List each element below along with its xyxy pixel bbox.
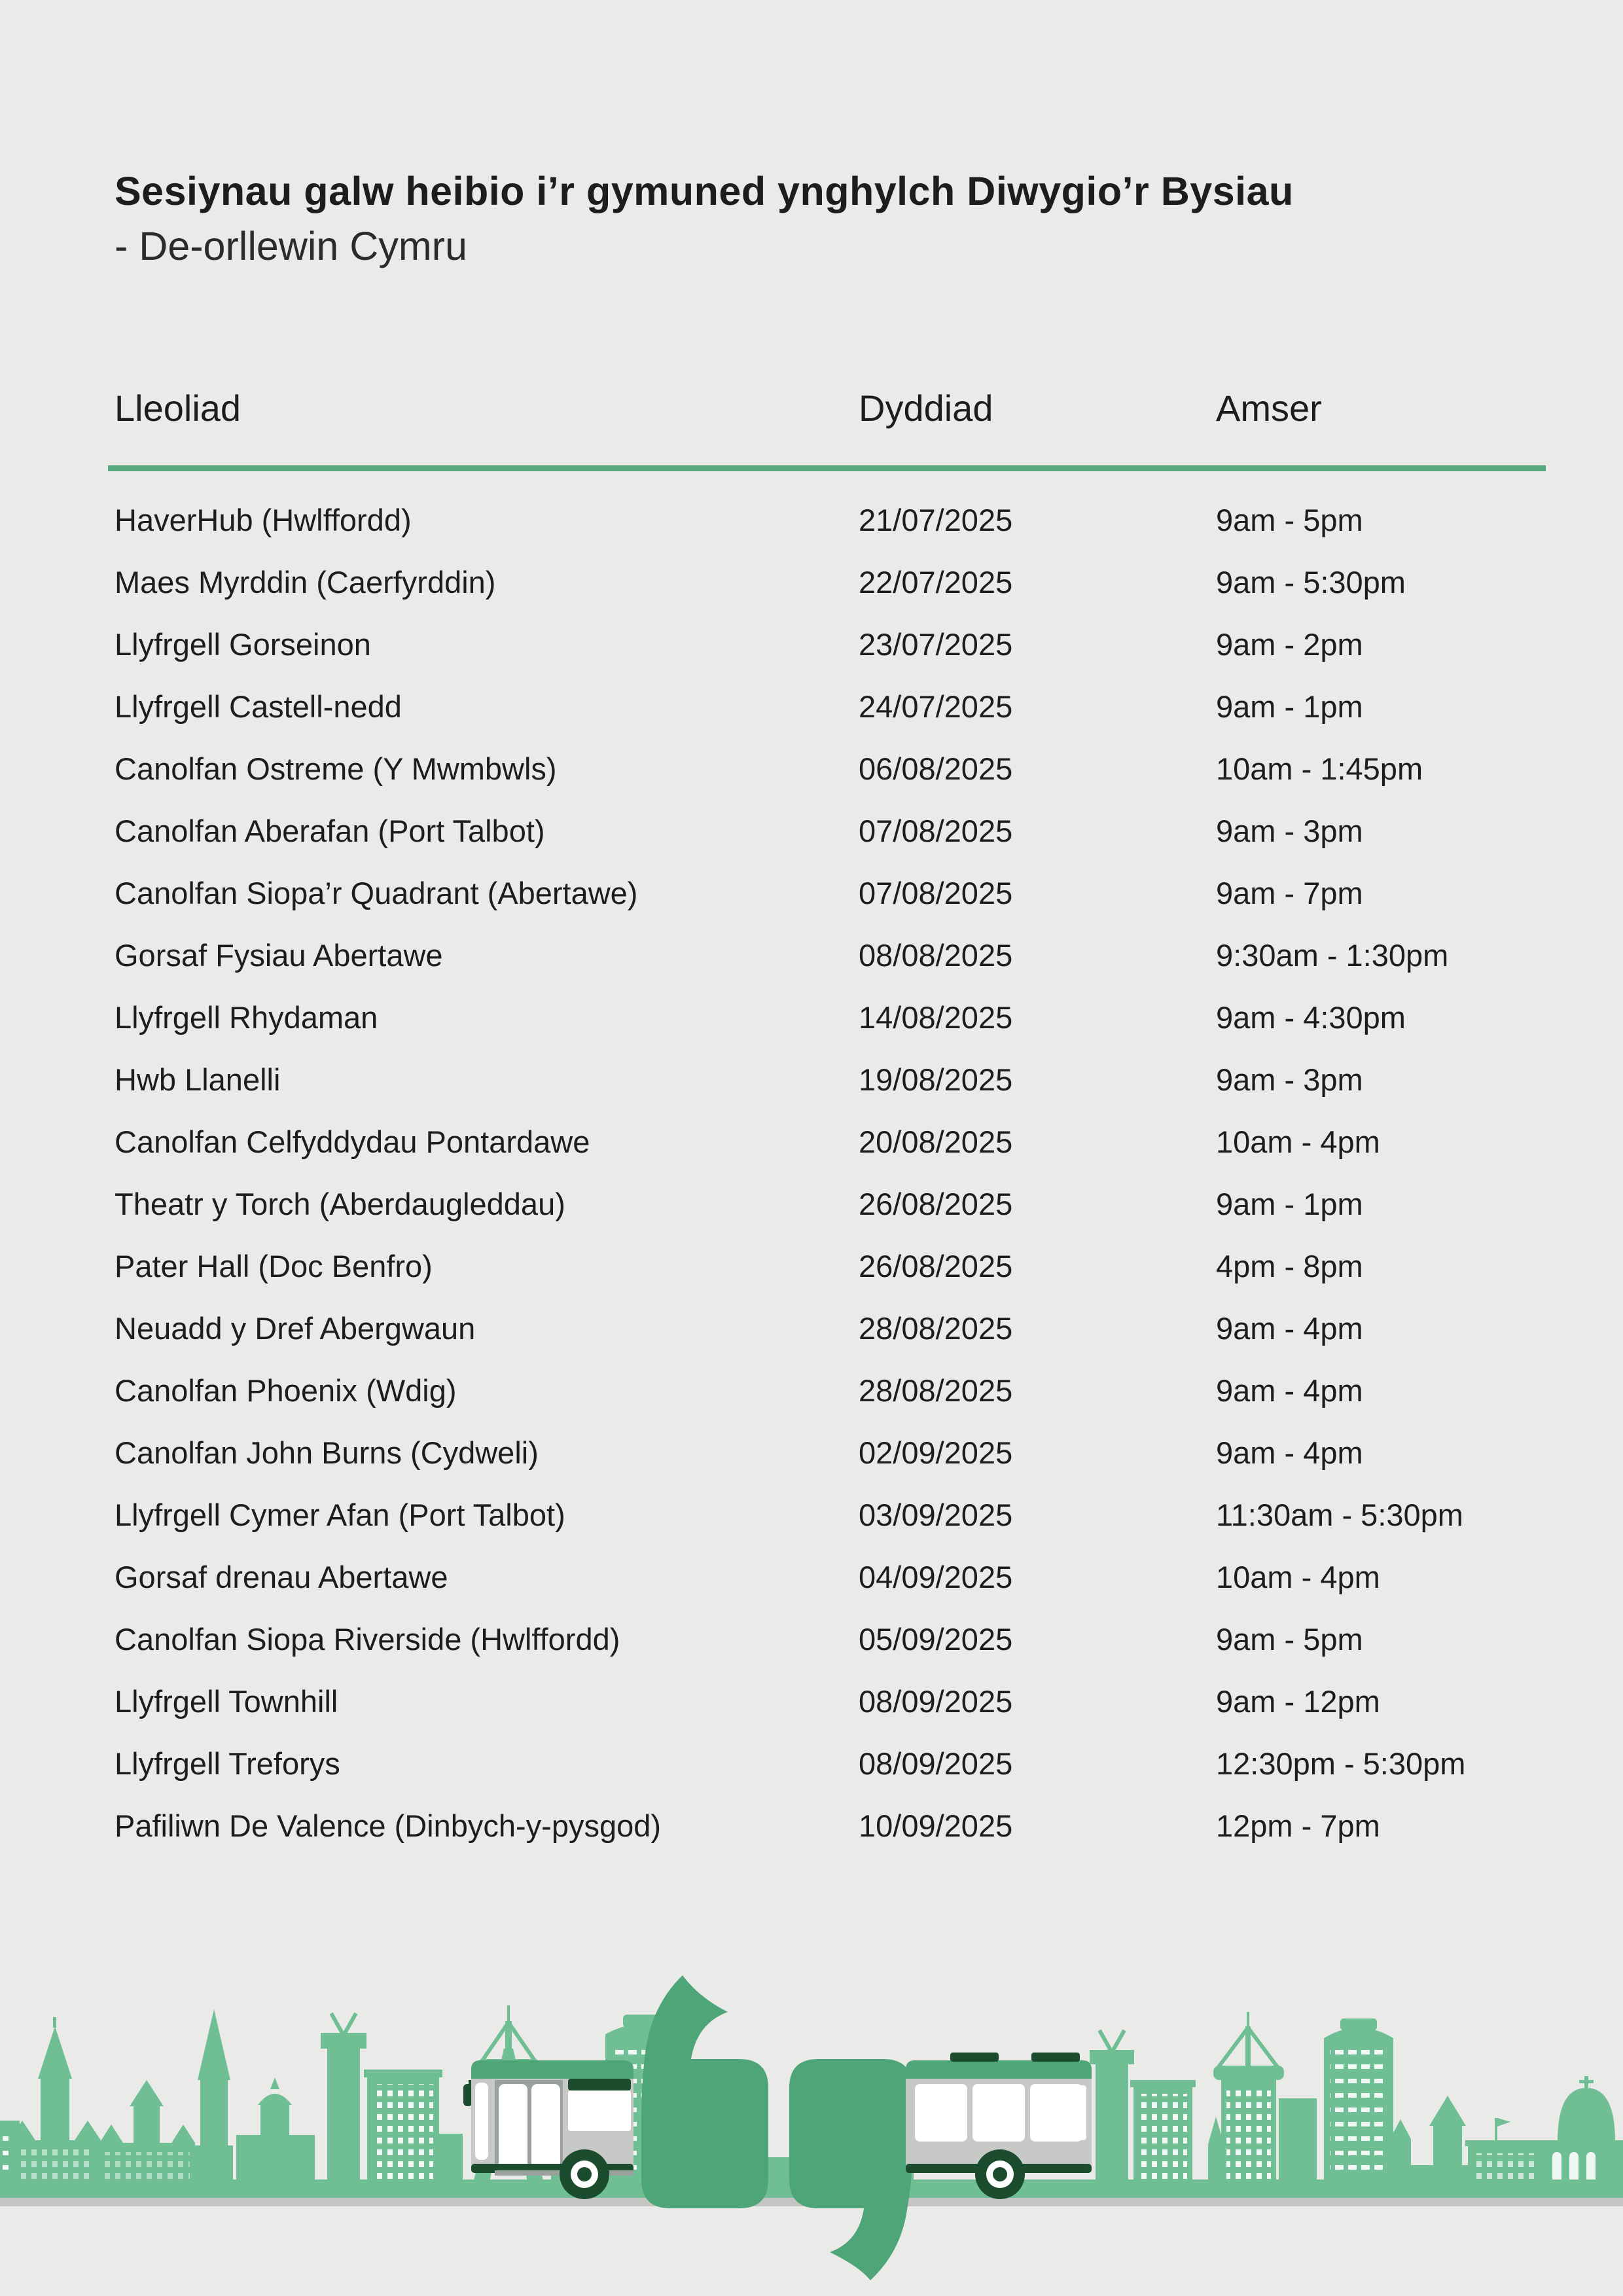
session-location: Pater Hall (Doc Benfro) bbox=[115, 1249, 433, 1283]
session-date: 20/08/2025 bbox=[859, 1124, 1013, 1159]
sessions-table bbox=[115, 489, 1544, 1857]
session-time: 9:30am - 1:30pm bbox=[1216, 938, 1449, 973]
session-time: 9am - 3pm bbox=[1216, 1062, 1363, 1097]
session-location: Maes Myrddin (Caerfyrddin) bbox=[115, 565, 496, 600]
session-location: Canolfan John Burns (Cydweli) bbox=[115, 1435, 539, 1470]
session-location: Canolfan Ostreme (Y Mwmbwls) bbox=[115, 751, 557, 786]
session-date: 08/08/2025 bbox=[859, 938, 1013, 973]
page-header bbox=[115, 164, 1518, 274]
session-time: 4pm - 8pm bbox=[1216, 1249, 1363, 1283]
session-location: Pafiliwn De Valence (Dinbych-y-pysgod) bbox=[115, 1808, 662, 1843]
session-date: 10/09/2025 bbox=[859, 1808, 1013, 1843]
session-time: 9am - 4pm bbox=[1216, 1435, 1363, 1470]
session-location: Gorsaf Fysiau Abertawe bbox=[115, 938, 443, 973]
table-row bbox=[115, 1359, 1544, 1422]
session-date: 28/08/2025 bbox=[859, 1373, 1013, 1408]
table-row bbox=[115, 738, 1544, 800]
session-time: 10am - 1:45pm bbox=[1216, 751, 1423, 786]
session-time: 9am - 12pm bbox=[1216, 1684, 1380, 1719]
table-row bbox=[115, 1422, 1544, 1484]
column-header-time: Amser bbox=[1216, 387, 1322, 429]
session-date: 03/09/2025 bbox=[859, 1498, 1013, 1532]
session-date: 23/07/2025 bbox=[859, 627, 1013, 662]
session-time: 9am - 5pm bbox=[1216, 1622, 1363, 1657]
session-location: Llyfrgell Cymer Afan (Port Talbot) bbox=[115, 1498, 565, 1532]
table-row bbox=[115, 675, 1544, 738]
session-time: 9am - 2pm bbox=[1216, 627, 1363, 662]
session-location: Canolfan Celfyddydau Pontardawe bbox=[115, 1124, 590, 1159]
quote-mark-right bbox=[789, 2059, 912, 2280]
table-row bbox=[115, 1484, 1544, 1546]
session-date: 24/07/2025 bbox=[859, 689, 1013, 724]
session-location: Canolfan Aberafan (Port Talbot) bbox=[115, 814, 545, 848]
table-row bbox=[115, 1732, 1544, 1795]
session-time: 9am - 4pm bbox=[1216, 1373, 1363, 1408]
table-row bbox=[115, 1235, 1544, 1297]
session-location: Llyfrgell Townhill bbox=[115, 1684, 338, 1719]
table-row bbox=[115, 1670, 1544, 1732]
table-row bbox=[115, 1795, 1544, 1857]
session-date: 05/09/2025 bbox=[859, 1622, 1013, 1657]
session-location: Hwb Llanelli bbox=[115, 1062, 281, 1097]
session-location: Canolfan Siopa’r Quadrant (Abertawe) bbox=[115, 876, 638, 910]
session-location: Canolfan Siopa Riverside (Hwlffordd) bbox=[115, 1622, 620, 1657]
session-location: Llyfrgell Rhydaman bbox=[115, 1000, 378, 1035]
session-date: 04/09/2025 bbox=[859, 1560, 1013, 1594]
session-location: Llyfrgell Gorseinon bbox=[115, 627, 371, 662]
table-row bbox=[115, 986, 1544, 1049]
page-title: Sesiynau galw heibio i’r gymuned ynghylch Diwygio’r Bysiau bbox=[115, 169, 1294, 213]
session-time: 11:30am - 5:30pm bbox=[1216, 1498, 1463, 1532]
session-date: 28/08/2025 bbox=[859, 1311, 1013, 1346]
session-time: 9am - 1pm bbox=[1216, 1187, 1363, 1221]
session-location: Gorsaf drenau Abertawe bbox=[115, 1560, 448, 1594]
table-row bbox=[115, 1049, 1544, 1111]
session-location: Llyfrgell Castell-nedd bbox=[115, 689, 402, 724]
session-time: 9am - 3pm bbox=[1216, 814, 1363, 848]
session-time: 9am - 5:30pm bbox=[1216, 565, 1406, 600]
table-row bbox=[115, 862, 1544, 924]
table-row bbox=[115, 489, 1544, 551]
table-row bbox=[115, 800, 1544, 862]
session-time: 10am - 4pm bbox=[1216, 1560, 1380, 1594]
page-subtitle: - De-orllewin Cymru bbox=[115, 224, 467, 268]
session-location: Theatr y Torch (Aberdaugleddau) bbox=[115, 1187, 565, 1221]
table-row bbox=[115, 924, 1544, 986]
table-row bbox=[115, 551, 1544, 613]
column-header-location: Lleoliad bbox=[115, 387, 241, 429]
session-time: 12:30pm - 5:30pm bbox=[1216, 1746, 1466, 1781]
table-row bbox=[115, 1546, 1544, 1608]
table-row bbox=[115, 1173, 1544, 1235]
session-location: HaverHub (Hwlffordd) bbox=[115, 503, 412, 537]
session-date: 22/07/2025 bbox=[859, 565, 1013, 600]
session-date: 26/08/2025 bbox=[859, 1187, 1013, 1221]
session-time: 9am - 4:30pm bbox=[1216, 1000, 1406, 1035]
table-row bbox=[115, 1608, 1544, 1670]
table-row bbox=[115, 1297, 1544, 1359]
session-date: 14/08/2025 bbox=[859, 1000, 1013, 1035]
session-time: 9am - 4pm bbox=[1216, 1311, 1363, 1346]
table-header-row bbox=[115, 378, 1518, 437]
header-divider-rule bbox=[108, 465, 1546, 471]
session-date: 06/08/2025 bbox=[859, 751, 1013, 786]
session-location: Canolfan Phoenix (Wdig) bbox=[115, 1373, 457, 1408]
session-date: 08/09/2025 bbox=[859, 1684, 1013, 1719]
session-time: 9am - 1pm bbox=[1216, 689, 1363, 724]
session-time: 12pm - 7pm bbox=[1216, 1808, 1380, 1843]
session-time: 9am - 5pm bbox=[1216, 503, 1363, 537]
articulated-bus-illustration bbox=[463, 1975, 1092, 2280]
session-time: 10am - 4pm bbox=[1216, 1124, 1380, 1159]
session-location: Neuadd y Dref Abergwaun bbox=[115, 1311, 476, 1346]
session-date: 07/08/2025 bbox=[859, 876, 1013, 910]
session-date: 21/07/2025 bbox=[859, 503, 1013, 537]
session-date: 19/08/2025 bbox=[859, 1062, 1013, 1097]
session-time: 9am - 7pm bbox=[1216, 876, 1363, 910]
session-date: 26/08/2025 bbox=[859, 1249, 1013, 1283]
footer-illustration bbox=[0, 1949, 1623, 2296]
column-header-date: Dyddiad bbox=[859, 387, 993, 429]
table-row bbox=[115, 613, 1544, 675]
session-date: 07/08/2025 bbox=[859, 814, 1013, 848]
session-location: Llyfrgell Treforys bbox=[115, 1746, 340, 1781]
quote-mark-left bbox=[641, 1975, 768, 2208]
table-row bbox=[115, 1111, 1544, 1173]
session-date: 02/09/2025 bbox=[859, 1435, 1013, 1470]
session-date: 08/09/2025 bbox=[859, 1746, 1013, 1781]
